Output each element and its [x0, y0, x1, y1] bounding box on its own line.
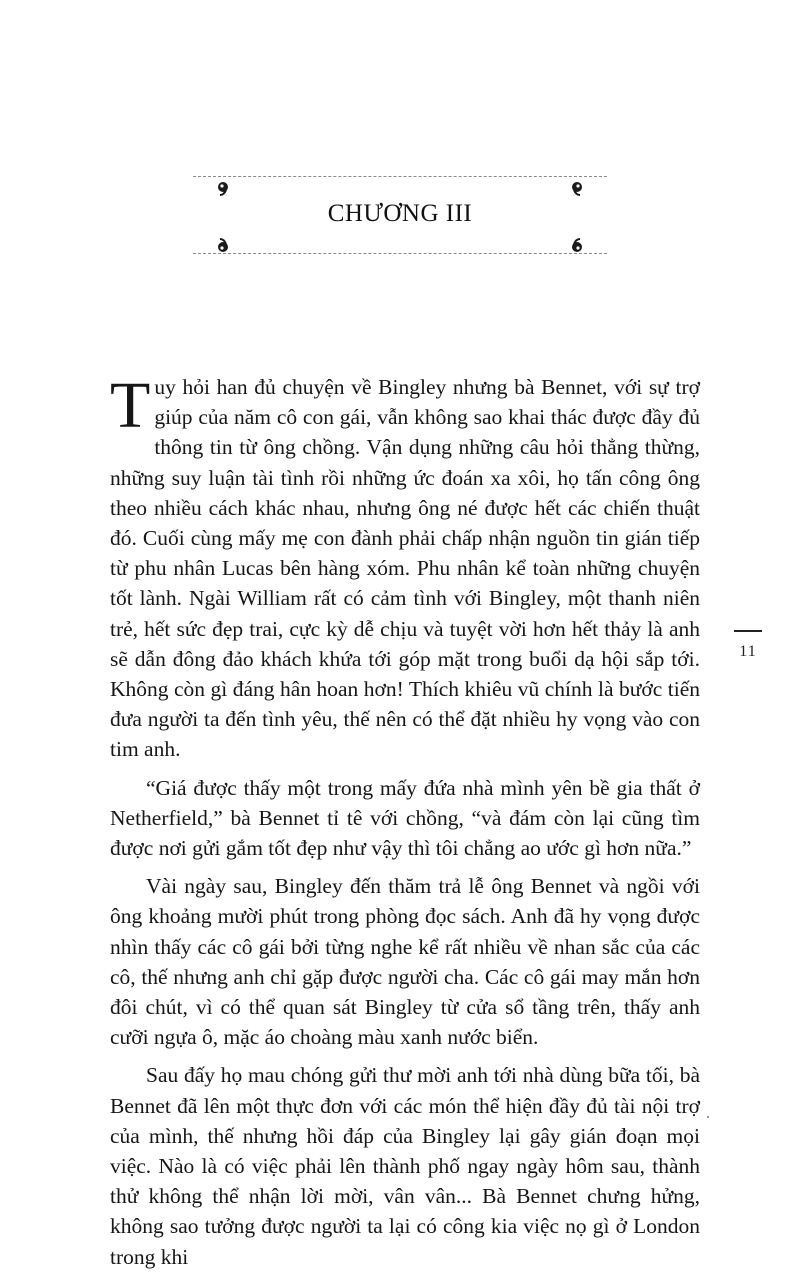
top-dashed-rule — [193, 176, 607, 177]
swirl-ornament-icon — [215, 180, 231, 196]
swirl-ornament-icon — [569, 238, 585, 254]
page-number: 11 — [739, 643, 757, 660]
print-speck — [707, 1116, 709, 1118]
page-number-rule — [734, 630, 762, 632]
paragraph-3: Vài ngày sau, Bingley đến thăm trả lễ ông Bennet và ngồi với ông khoảng mười phút trong phòng đọc sách. Anh đã hy vọng được nhìn thấy các cô gái bởi từng nghe kể rất nhiều về nhan sắc của các cô, thế nhưng anh chỉ gặp được người cha. Các cô gái may mắn hơn đôi chút, vì có thể quan sát Bingley từ cửa sổ tầng trên, thấy anh cưỡi ngựa ô, mặc áo choàng màu xanh nước biển. — [110, 874, 700, 1050]
chapter-title: CHƯƠNG III — [327, 200, 473, 227]
bottom-dashed-rule — [193, 253, 607, 254]
swirl-ornament-icon — [215, 238, 231, 254]
chapter-heading — [193, 170, 607, 258]
paragraph-2: “Giá được thấy một trong mấy đứa nhà mình yên bề gia thất ở Netherfield,” bà Bennet tỉ tê với chồng, “và đám còn lại cũng tìm được nơi gửi gắm tốt đẹp như vậy thì tôi chẳng ao ước gì hơn nữa.” — [110, 775, 700, 861]
chapter-body — [110, 369, 700, 1280]
paragraph-1: Tuy hỏi han đủ chuyện về Bingley nhưng bà Bennet, với sự trợ giúp của năm cô con gái, vẫn không sao khai thác được đầy đủ thông tin từ ông chồng. Vận dụng những câu hỏi thẳng thừng, những suy luận tài tình rồi những ức đoán xa xôi, họ tấn công ông theo nhiều cách khác nhau, nhưng ông né được hết các chiến thuật đó. Cuối cùng mấy mẹ con đành phải chấp nhận nguồn tin gián tiếp từ phu nhân Lucas bên hàng xóm. Phu nhân kể toàn những chuyện tốt lành. Ngài William rất có cảm tình với Bingley, một thanh niên trẻ, hết sức đẹp trai, cực kỳ dễ chịu và tuyệt vời hơn hết thảy là anh sẽ dẫn đông đảo khách khứa tới góp mặt trong buổi dạ hội sắp tới. Không còn gì đáng hân hoan hơn! Thích khiêu vũ chính là bước tiến đưa người ta đến tình yêu, thế nên có thể đặt nhiều hy vọng vào con tim anh. — [110, 369, 700, 762]
paragraph-4: Sau đấy họ mau chóng gửi thư mời anh tới nhà dùng bữa tối, bà Bennet đã lên một thực đơn với các món thể hiện đầy đủ tài nội trợ của mình, thế nhưng hồi đáp của Bingley lại gây gián đoạn mọi việc. Nào là có việc phải lên thành phố ngay ngày hôm sau, thành thử không thể nhận lời mời, vân vân... Bà Bennet chưng hửng, không sao tưởng được người ta lại có công kia việc nọ gì ở London trong khi — [110, 1063, 700, 1269]
swirl-ornament-icon — [569, 180, 585, 196]
